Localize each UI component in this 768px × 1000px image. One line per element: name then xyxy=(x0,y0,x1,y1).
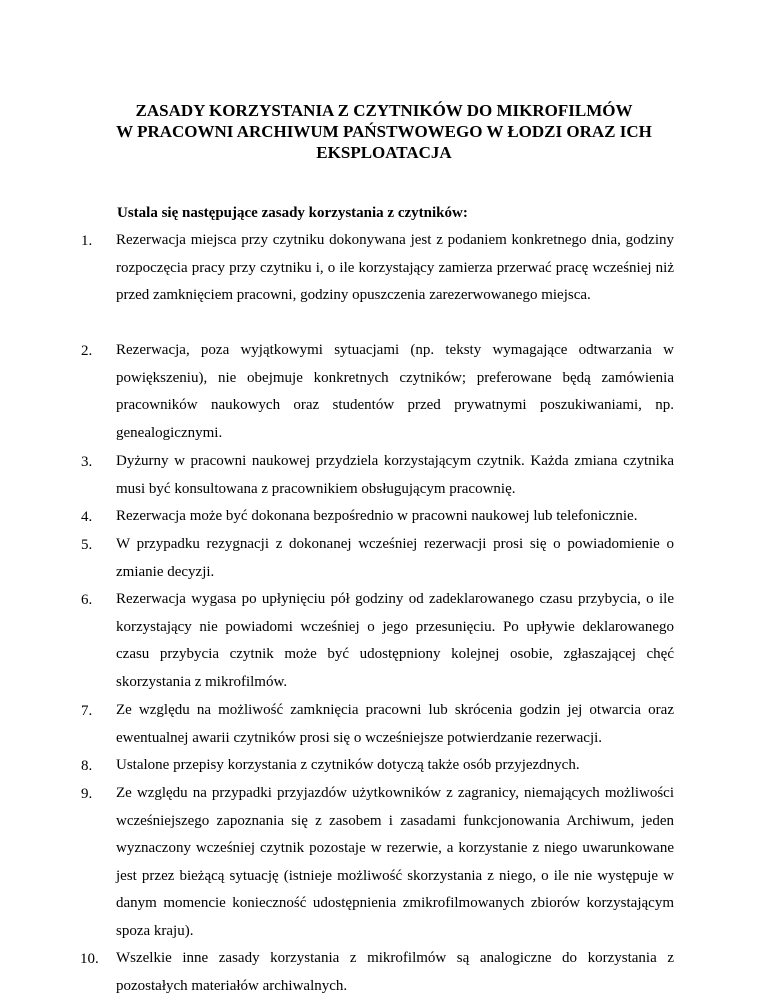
rule-text: Rezerwacja może być dokonana bezpośrednio w pracowni naukowej lub telefonicznie. xyxy=(116,508,638,524)
rule-text: Rezerwacja wygasa po upłynięciu pół godziny od zadeklarowanego czasu przybycia, o ile korzystający nie powiadomi wcześniej o jego przesunięciu. Po upływie deklarowanego czasu przybycia czytnik może być udostępniony kolejnej osobie, zgłaszającej chęć skorzystania z mikrofilmów. xyxy=(116,591,674,690)
rule-number: 2. xyxy=(81,343,93,359)
rule-text: Ze względu na możliwość zamknięcia pracowni lub skrócenia godzin jej otwarcia oraz ewentualnej awarii czytników prosi się o wcześniejsze potwierdzanie rezerwacji. xyxy=(116,702,674,746)
title-line-2: W PRACOWNI ARCHIWUM PAŃSTWOWEGO W ŁODZI ORAZ ICH xyxy=(116,122,652,141)
title-line-1: ZASADY KORZYSTANIA Z CZYTNIKÓW DO MIKROFILMÓW xyxy=(135,101,633,120)
title-line-3: EKSPLOATACJA xyxy=(316,143,452,162)
rule-number: 10. xyxy=(80,951,99,967)
rule-number: 7. xyxy=(81,703,93,719)
document-title xyxy=(80,100,688,163)
rule-text: Ze względu na przypadki przyjazdów użytkowników z zagranicy, niemających możliwości wcześniejszego zapoznania się z zasobem i zasadami funkcjonowania Archiwum, jeden wyznaczony wcześniej czytnik pozostaje w rezerwie, a korzystanie z niego uwarunkowane jest przez bieżącą sytuację (istnieje możliwość skorzystania z niego, o ile nie występuje w danym momencie konieczność udostępnienia zmikrofilmowanych zbiorów korzystającym spoza kraju). xyxy=(116,785,674,939)
intro-heading: Ustala się następujące zasady korzystania z czytników: xyxy=(117,205,468,221)
rule-number: 5. xyxy=(81,537,93,553)
rule-text: Dyżurny w pracowni naukowej przydziela korzystającym czytnik. Każda zmiana czytnika musi być konsultowana z pracownikiem obsługującym pracownię. xyxy=(116,453,674,497)
rule-number: 6. xyxy=(81,592,93,608)
rule-number: 1. xyxy=(81,233,93,249)
rule-number: 3. xyxy=(81,454,93,470)
rule-text: Ustalone przepisy korzystania z czytników dotyczą także osób przyjezdnych. xyxy=(116,757,580,773)
rule-number: 9. xyxy=(81,786,93,802)
rule-text: Wszelkie inne zasady korzystania z mikrofilmów są analogiczne do korzystania z pozostałych materiałów archiwalnych. xyxy=(116,950,674,994)
rule-text: W przypadku rezygnacji z dokonanej wcześniej rezerwacji prosi się o powiadomienie o zmianie decyzji. xyxy=(116,536,674,580)
rule-text: Rezerwacja, poza wyjątkowymi sytuacjami (np. teksty wymagające odtwarzania w powiększeniu), nie obejmuje konkretnych czytników; preferowane będą zamówienia pracowników naukowych oraz studentów przed prywatnymi poszukiwaniami, np. genealogicznymi. xyxy=(116,342,674,441)
rule-number: 8. xyxy=(81,758,93,774)
rule-number: 4. xyxy=(81,509,93,525)
rule-text: Rezerwacja miejsca przy czytniku dokonywana jest z podaniem konkretnego dnia, godziny rozpoczęcia pracy przy czytniku i, o ile korzystający zamierza przerwać pracę wcześniej niż przed zamknięciem pracowni, godziny opuszczenia zarezerwowanego miejsca. xyxy=(116,232,674,304)
